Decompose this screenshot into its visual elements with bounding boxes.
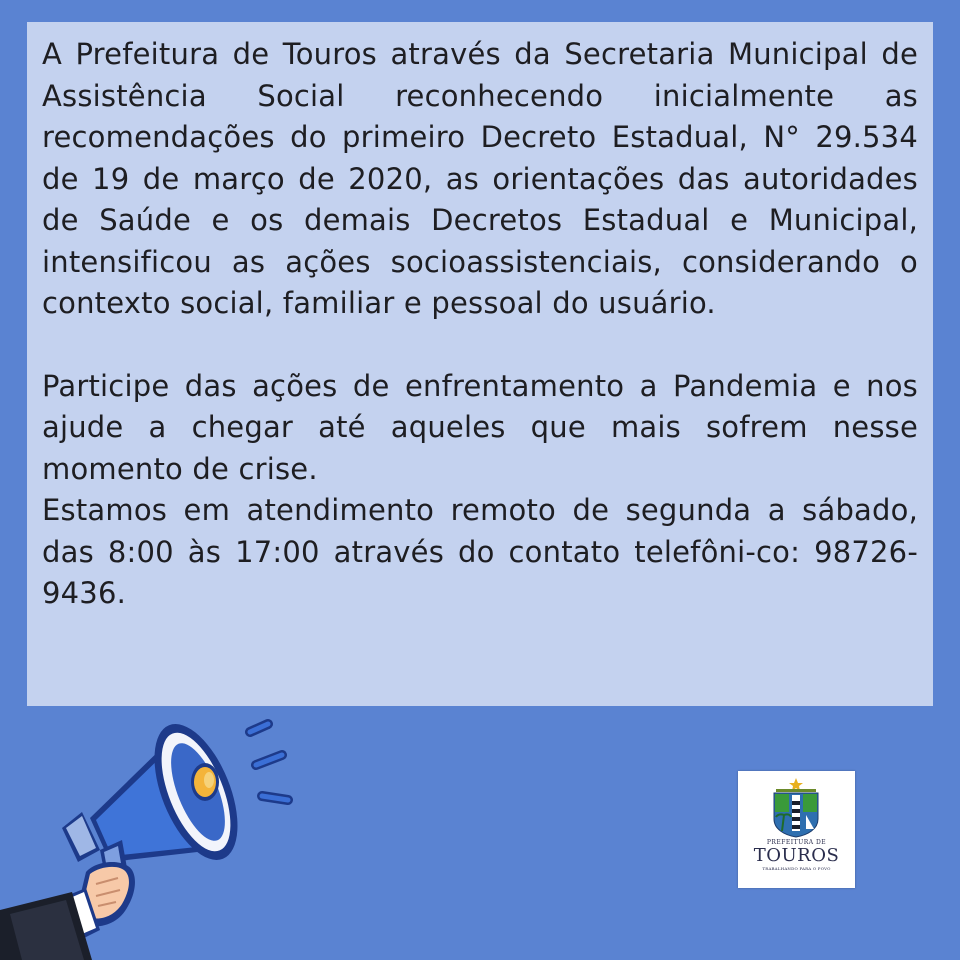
logo-subtitle: TRABALHANDO PARA O POVO [762,866,831,871]
logo-name: TOUROS [753,845,840,866]
prefeitura-touros-logo [738,771,855,888]
participate-paragraph: Participe das ações de enfrentamento a Pandemia e nos ajude a chegar até aqueles que mais sofrem nesse momento de crise. [42,368,918,486]
megaphone-icon [0,700,320,960]
intro-paragraph: A Prefeitura de Touros através da Secretaria Municipal de Assistência Social reconhecendo inicialmente as recomendações do primeiro Decreto Estadual, N° 29.534 de 19 de março de 2020, as orientações das autoridades de Saúde e os demais Decretos Estadual e Municipal, intensificou as ações socioassistenciais, considerando o contexto social, familiar e pessoal do usuário. [42,37,918,320]
logo-caption [738,839,855,871]
service-hours-paragraph: Estamos em atendimento remoto de segunda a sábado, das 8:00 às 17:00 através do contato telefôni-co: 98726-9436. [42,493,918,610]
message-card [27,22,933,706]
logo-top-text: PREFEITURA DE [766,839,827,846]
